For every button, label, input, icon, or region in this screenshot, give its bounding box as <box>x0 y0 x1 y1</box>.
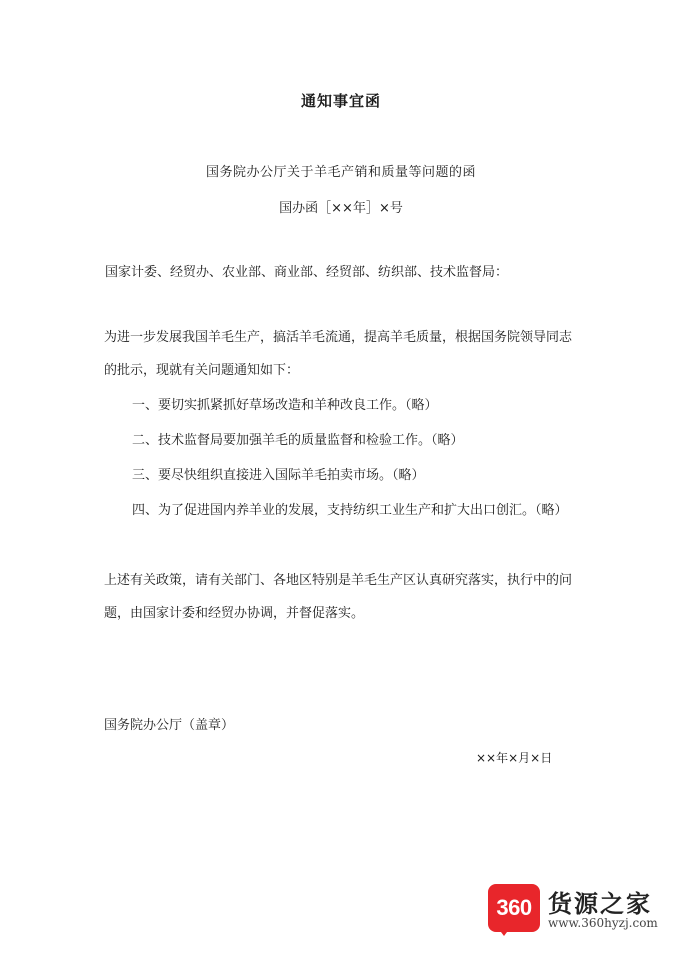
date-line: ××年×月×日 <box>476 751 553 765</box>
watermark-url: www.360hyzj.com <box>548 916 658 930</box>
intro-paragraph: 为进一步发展我国羊毛生产，搞活羊毛流通，提高羊毛质量，根据国务院领导同志的批示，现就有关问题通知如下： <box>104 330 573 378</box>
list-item: 三、要尽快组织直接进入国际羊毛拍卖市场。（略） <box>132 468 425 483</box>
document-number: 国办函［××年］×号 <box>279 201 403 216</box>
signature-line: 国务院办公厅（盖章） <box>104 718 235 733</box>
list-item: 一、要切实抓紧抓好草场改造和羊种改良工作。（略） <box>132 398 438 413</box>
logo-badge-tail <box>498 928 510 936</box>
logo-badge-icon: 360 <box>488 884 540 932</box>
watermark-name: 货源之家 <box>548 890 652 918</box>
document-title: 通知事宜函 <box>300 92 381 110</box>
list-item: 二、技术监督局要加强羊毛的质量监督和检验工作。（略） <box>132 433 464 448</box>
watermark-logo <box>488 880 678 940</box>
document-subtitle: 国务院办公厅关于羊毛产销和质量等问题的函 <box>205 165 476 180</box>
recipients-line: 国家计委、经贸办、农业部、商业部、经贸部、纺织部、技术监督局： <box>105 265 509 280</box>
closing-paragraph: 上述有关政策，请有关部门、各地区特别是羊毛生产区认真研究落实，执行中的问题，由国家计委和经贸办协调，并督促落实。 <box>104 573 573 621</box>
list-item: 四、为了促进国内养羊业的发展，支持纺织工业生产和扩大出口创汇。（略） <box>132 503 568 518</box>
